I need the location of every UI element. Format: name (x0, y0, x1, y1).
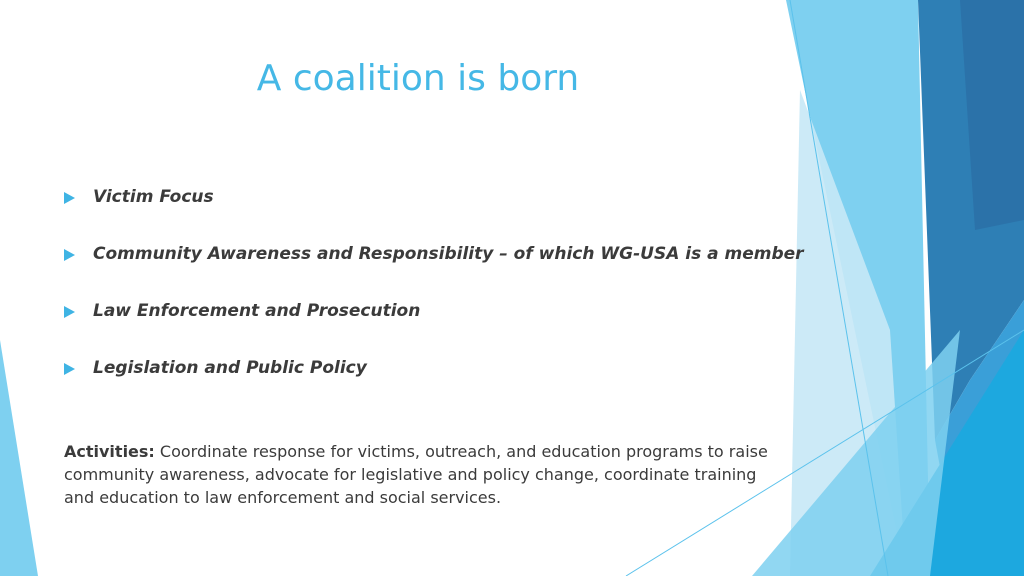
activities-paragraph (64, 440, 784, 509)
bullet-item (64, 241, 804, 298)
bullet-item (64, 298, 784, 355)
bullet-list (64, 184, 804, 412)
activities-text: Coordinate response for victims, outreach, and education programs to raise community awareness, advocate for legislative and policy change, coordinate training and education to law enforcement and social services. (64, 442, 768, 507)
right-triangle-icon (64, 306, 75, 318)
left-accent-shape (0, 340, 38, 576)
bullet-item (64, 355, 784, 412)
bullet-text: Victim Focus (93, 187, 214, 207)
bullet-text: Legislation and Public Policy (93, 358, 367, 378)
right-triangle-icon (64, 192, 75, 204)
right-triangle-icon (64, 363, 75, 375)
activities-label: Activities: (64, 442, 155, 461)
right-triangle-icon (64, 249, 75, 261)
bullet-text: Law Enforcement and Prosecution (93, 301, 421, 321)
slide-title: A coalition is born (256, 58, 580, 99)
bullet-item (64, 184, 784, 241)
bullet-text: Community Awareness and Responsibility – of which WG-USA is a member (93, 244, 804, 264)
